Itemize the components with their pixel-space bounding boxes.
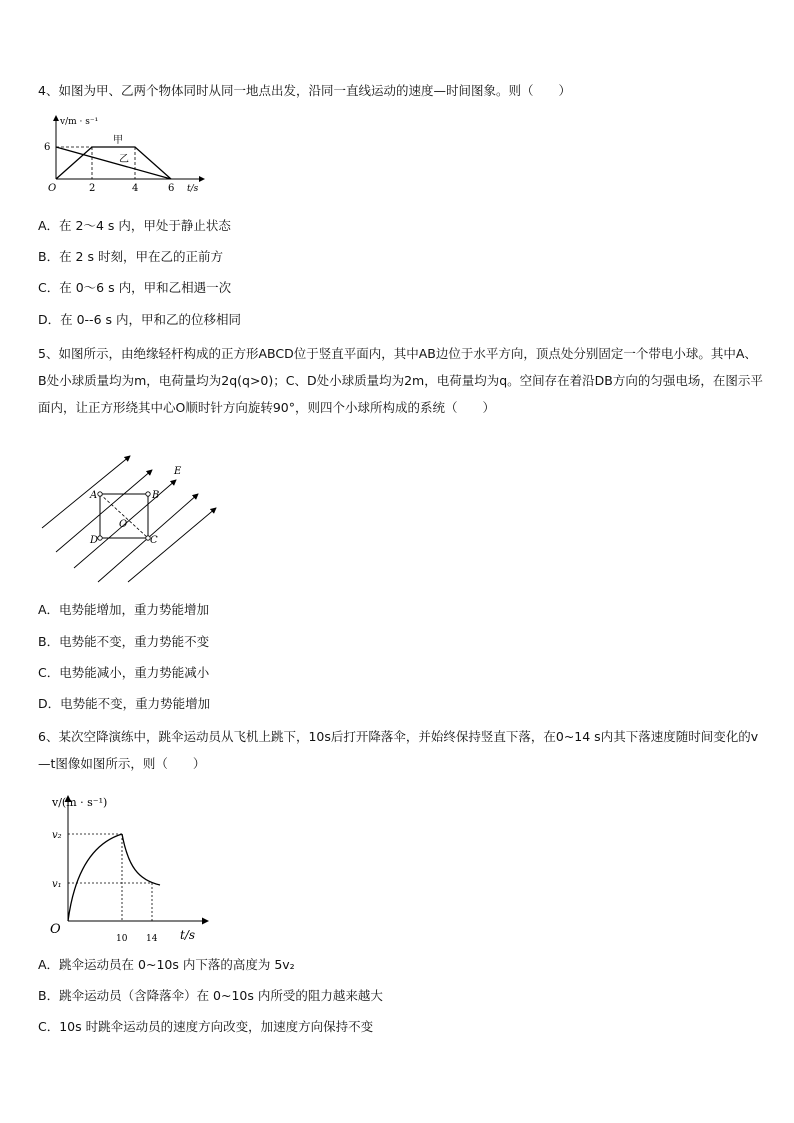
q5-field-lines [42,456,216,582]
q5-option-a: A．电势能增加，重力势能增加 [38,602,210,617]
q6-vt-graph [40,786,215,946]
q4-label-jia: 甲 [113,135,123,146]
q6-origin: O [50,922,61,937]
q4-option-c: C．在 0～6 s 内，甲和乙相遇一次 [38,280,232,295]
q4-option-a: A．在 2～4 s 内，甲处于静止状态 [38,218,231,233]
q4-label-yi: 乙 [119,154,129,165]
q4-option-d: D．在 0--6 s 内，甲和乙的位移相同 [38,312,241,327]
q6-stem: 6、某次空降演练中，跳伞运动员从飞机上跳下，10s后打开降落伞，并始终保持竖直下落，在0~14 s内其下落速度随时间变化的v—t图像如图所示，则（ ） [38,729,759,771]
q5-field-diagram [38,452,228,586]
q5-label-o: O [119,519,128,530]
q6-xtick-14: 14 [146,934,158,944]
q6-curve-decel [122,834,160,885]
q5-label-e: E [174,466,182,477]
q5-label-b: B [152,490,160,501]
q4-xtick-4: 4 [132,183,139,194]
q6-option-b: B．跳伞运动员（含降落伞）在 0~10s 内所受的阻力越来越大 [38,988,383,1003]
q4-xtick-6: 6 [168,183,175,194]
q5-label-c: C [150,535,158,546]
q4-ytick-6: 6 [44,142,51,153]
q4-origin: O [48,183,57,194]
q6-option-a: A．跳伞运动员在 0~10s 内下落的高度为 5v₂ [38,957,295,972]
q5-option-b: B．电势能不变，重力势能不变 [38,634,210,649]
q5-stem: 5、如图所示，由绝缘轻杆构成的正方形ABCD位于竖直平面内，其中AB边位于水平方向，顶点处分别固定一个带电小球。其中A、B处小球质量均为m，电荷量均为2q(q>0)；C、D处小球质量均为2m，电荷量均为q。空间存在着沿DB方向的匀强电场，在图示平面内，让正方形绕其中心O顺时针方向旋转90°，则四个小球所构成的系统（ ） [38,346,763,415]
q5-diagonal-ac [100,494,148,538]
q5-option-d: D．电势能不变，重力势能增加 [38,696,211,711]
q5-option-c: C．电势能减小，重力势能减小 [38,665,210,680]
q4-ylabel: v/m · s⁻¹ [60,117,99,127]
q6-ytick-v2: v₂ [52,830,62,841]
q4-xtick-2: 2 [89,183,96,194]
q4-stem: 4、如图为甲、乙两个物体同时从同一地点出发，沿同一直线运动的速度—时间图象。则（ ） [38,83,571,98]
q4-xlabel: t/s [187,184,199,194]
q6-ytick-v1: v₁ [52,879,62,890]
q4-option-b: B．在 2 s 时刻，甲在乙的正前方 [38,249,223,264]
q5-label-d: D [90,535,99,546]
q6-curve-accel [68,834,122,921]
q6-xlabel: t/s [180,928,196,942]
q6-xtick-10: 10 [116,934,128,944]
q4-vt-graph [40,112,210,198]
q5-label-a: A [90,490,98,501]
q6-option-c: C．10s 时跳伞运动员的速度方向改变，加速度方向保持不变 [38,1019,374,1034]
q6-ylabel: v/(m · s⁻¹) [52,796,108,809]
